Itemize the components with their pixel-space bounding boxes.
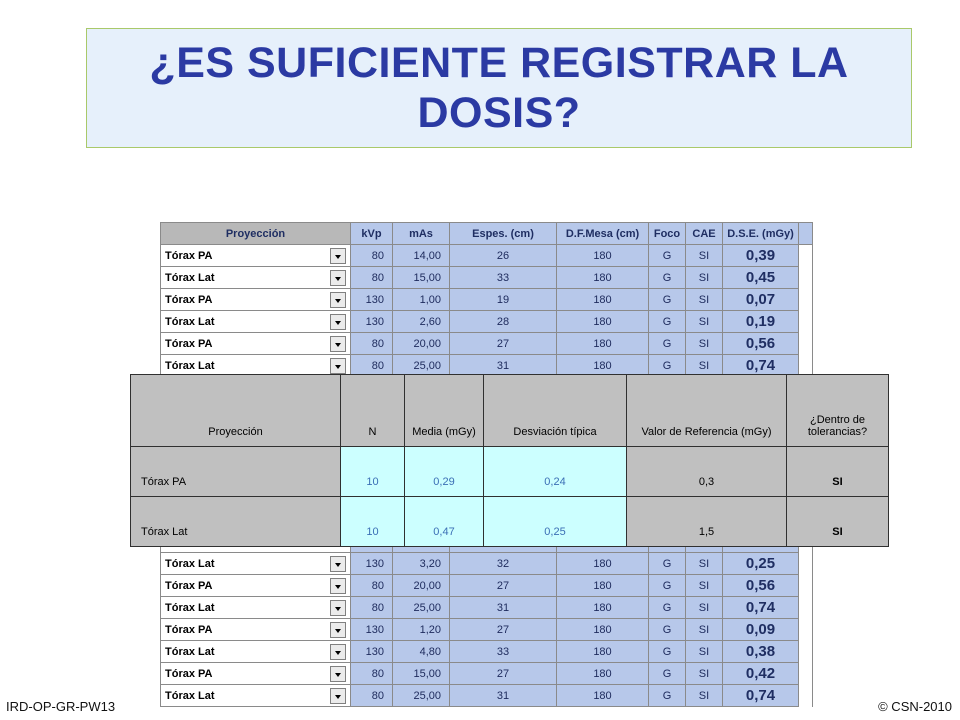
dropdown-cell[interactable] xyxy=(327,597,351,619)
sheet-edge xyxy=(799,575,813,597)
mas-cell[interactable]: 14,00 xyxy=(393,245,450,267)
sheet-edge xyxy=(799,311,813,333)
dose-cell: 0,42 xyxy=(723,663,799,685)
projection-cell[interactable]: Tórax Lat xyxy=(161,267,327,289)
kvp-cell[interactable]: 130 xyxy=(351,641,393,663)
summary-col-header: Media (mGy) xyxy=(405,375,484,447)
projection-cell[interactable]: Tórax Lat xyxy=(161,685,327,707)
distance-cell[interactable]: 180 xyxy=(557,685,649,707)
dose-cell: 0,19 xyxy=(723,311,799,333)
table-row xyxy=(161,619,813,641)
chevron-down-icon[interactable] xyxy=(330,248,346,264)
projection-cell[interactable]: Tórax PA xyxy=(161,245,327,267)
mas-cell[interactable]: 4,80 xyxy=(393,641,450,663)
chevron-down-icon[interactable] xyxy=(330,644,346,660)
table-row xyxy=(161,553,813,575)
dose-cell: 0,07 xyxy=(723,289,799,311)
distance-cell[interactable]: 180 xyxy=(557,575,649,597)
dose-cell: 0,74 xyxy=(723,355,799,377)
dropdown-cell[interactable] xyxy=(327,685,351,707)
focus-cell[interactable]: G xyxy=(649,685,686,707)
table-row xyxy=(161,641,813,663)
thickness-cell[interactable]: 27 xyxy=(450,575,557,597)
chevron-down-icon[interactable] xyxy=(330,292,346,308)
aec-cell[interactable]: SI xyxy=(686,597,723,619)
dose-cell: 0,45 xyxy=(723,267,799,289)
kvp-cell[interactable]: 80 xyxy=(351,333,393,355)
dropdown-cell[interactable] xyxy=(327,267,351,289)
mas-cell[interactable]: 15,00 xyxy=(393,267,450,289)
kvp-cell[interactable]: 80 xyxy=(351,597,393,619)
aec-cell[interactable]: SI xyxy=(686,619,723,641)
summary-n[interactable]: 10 xyxy=(341,497,405,547)
summary-stdev[interactable]: 0,25 xyxy=(484,497,627,547)
col-header: kVp xyxy=(351,223,393,245)
chevron-down-icon[interactable] xyxy=(330,622,346,638)
focus-cell[interactable]: G xyxy=(649,333,686,355)
kvp-cell[interactable]: 80 xyxy=(351,575,393,597)
kvp-cell[interactable]: 80 xyxy=(351,663,393,685)
distance-cell[interactable]: 180 xyxy=(557,267,649,289)
distance-cell[interactable]: 180 xyxy=(557,311,649,333)
thickness-cell[interactable]: 31 xyxy=(450,355,557,377)
distance-cell[interactable]: 180 xyxy=(557,245,649,267)
chevron-down-icon[interactable] xyxy=(330,600,346,616)
dropdown-cell[interactable] xyxy=(327,575,351,597)
thickness-cell[interactable]: 31 xyxy=(450,685,557,707)
col-header: mAs xyxy=(393,223,450,245)
col-header: CAE xyxy=(686,223,723,245)
page-title: ¿ES SUFICIENTE REGISTRAR LA DOSIS? xyxy=(149,39,849,137)
thickness-cell[interactable]: 31 xyxy=(450,597,557,619)
distance-cell[interactable]: 180 xyxy=(557,597,649,619)
dropdown-cell[interactable] xyxy=(327,663,351,685)
aec-cell[interactable]: SI xyxy=(686,641,723,663)
chevron-down-icon[interactable] xyxy=(330,688,346,704)
focus-cell[interactable]: G xyxy=(649,641,686,663)
chevron-down-icon[interactable] xyxy=(330,336,346,352)
dropdown-cell[interactable] xyxy=(327,311,351,333)
dose-cell: 0,39 xyxy=(723,245,799,267)
focus-cell[interactable]: G xyxy=(649,245,686,267)
chevron-down-icon[interactable] xyxy=(330,314,346,330)
projection-cell[interactable]: Tórax PA xyxy=(161,663,327,685)
summary-n[interactable]: 10 xyxy=(341,447,405,497)
focus-cell[interactable]: G xyxy=(649,597,686,619)
kvp-cell[interactable]: 130 xyxy=(351,553,393,575)
aec-cell[interactable]: SI xyxy=(686,575,723,597)
dropdown-cell[interactable] xyxy=(327,289,351,311)
projection-cell[interactable]: Tórax Lat xyxy=(161,355,327,377)
distance-cell[interactable]: 180 xyxy=(557,619,649,641)
sheet-edge xyxy=(799,663,813,685)
table-row xyxy=(161,685,813,707)
focus-cell[interactable]: G xyxy=(649,267,686,289)
focus-cell[interactable]: G xyxy=(649,289,686,311)
kvp-cell[interactable]: 80 xyxy=(351,245,393,267)
summary-tolerance: SI xyxy=(787,497,889,547)
dropdown-cell[interactable] xyxy=(327,619,351,641)
table-row xyxy=(161,289,813,311)
projection-cell[interactable]: Tórax PA xyxy=(161,575,327,597)
aec-cell[interactable]: SI xyxy=(686,355,723,377)
mas-cell[interactable]: 1,00 xyxy=(393,289,450,311)
summary-projection: Tórax PA xyxy=(131,447,341,497)
summary-tolerance: SI xyxy=(787,447,889,497)
mas-cell[interactable]: 20,00 xyxy=(393,575,450,597)
summary-mean[interactable]: 0,47 xyxy=(405,497,484,547)
table-row xyxy=(161,663,813,685)
dropdown-cell[interactable] xyxy=(327,641,351,663)
sheet-edge xyxy=(799,685,813,707)
thickness-cell[interactable]: 19 xyxy=(450,289,557,311)
summary-col-header: N xyxy=(341,375,405,447)
table-row xyxy=(161,245,813,267)
col-header: Espes. (cm) xyxy=(450,223,557,245)
table-row xyxy=(161,267,813,289)
chevron-down-icon[interactable] xyxy=(330,270,346,286)
aec-cell[interactable]: SI xyxy=(686,333,723,355)
sheet-edge xyxy=(799,289,813,311)
mas-cell[interactable]: 20,00 xyxy=(393,333,450,355)
dose-cell: 0,74 xyxy=(723,685,799,707)
dose-cell: 0,56 xyxy=(723,575,799,597)
footer-code: IRD-OP-GR-PW13 xyxy=(6,699,116,714)
focus-cell[interactable]: G xyxy=(649,619,686,641)
aec-cell[interactable]: SI xyxy=(686,663,723,685)
summary-stdev[interactable]: 0,24 xyxy=(484,447,627,497)
distance-cell[interactable]: 180 xyxy=(557,663,649,685)
thickness-cell[interactable]: 27 xyxy=(450,333,557,355)
aec-cell[interactable]: SI xyxy=(686,311,723,333)
chevron-down-icon[interactable] xyxy=(330,358,346,374)
summary-row xyxy=(131,497,889,547)
thickness-cell[interactable]: 26 xyxy=(450,245,557,267)
distance-cell[interactable]: 180 xyxy=(557,641,649,663)
projection-cell[interactable]: Tórax Lat xyxy=(161,641,327,663)
sheet-edge xyxy=(799,619,813,641)
summary-col-header: ¿Dentro de tolerancias? xyxy=(787,375,889,447)
table-row xyxy=(161,575,813,597)
col-header: Foco xyxy=(649,223,686,245)
chevron-down-icon[interactable] xyxy=(330,666,346,682)
thickness-cell[interactable]: 28 xyxy=(450,311,557,333)
sheet-edge xyxy=(799,333,813,355)
dose-cell: 0,38 xyxy=(723,641,799,663)
kvp-cell[interactable]: 130 xyxy=(351,289,393,311)
thickness-cell[interactable]: 33 xyxy=(450,267,557,289)
sheet-edge xyxy=(799,641,813,663)
col-header: Proyección xyxy=(161,223,351,245)
thickness-cell[interactable]: 27 xyxy=(450,663,557,685)
dose-cell: 0,56 xyxy=(723,333,799,355)
distance-cell[interactable]: 180 xyxy=(557,553,649,575)
projection-cell[interactable]: Tórax PA xyxy=(161,333,327,355)
dropdown-cell[interactable] xyxy=(327,553,351,575)
dropdown-cell[interactable] xyxy=(327,245,351,267)
footer-copyright: © CSN-2010 xyxy=(878,699,952,714)
chevron-down-icon[interactable] xyxy=(330,556,346,572)
kvp-cell[interactable]: 130 xyxy=(351,311,393,333)
summary-reference: 0,3 xyxy=(627,447,787,497)
thickness-cell[interactable]: 33 xyxy=(450,641,557,663)
sheet-edge xyxy=(799,553,813,575)
summary-mean[interactable]: 0,29 xyxy=(405,447,484,497)
col-header: D.S.E. (mGy) xyxy=(723,223,799,245)
aec-cell[interactable]: SI xyxy=(686,289,723,311)
summary-reference: 1,5 xyxy=(627,497,787,547)
distance-cell[interactable]: 180 xyxy=(557,333,649,355)
summary-col-header: Desviación típica xyxy=(484,375,627,447)
summary-row xyxy=(131,447,889,497)
mas-cell[interactable]: 25,00 xyxy=(393,597,450,619)
projection-cell[interactable]: Tórax PA xyxy=(161,289,327,311)
summary-table xyxy=(130,374,889,547)
dose-cell: 0,74 xyxy=(723,597,799,619)
mas-cell[interactable]: 15,00 xyxy=(393,663,450,685)
summary-col-header: Valor de Referencia (mGy) xyxy=(627,375,787,447)
sheet-edge xyxy=(799,223,813,245)
table-row xyxy=(161,311,813,333)
focus-cell[interactable]: G xyxy=(649,311,686,333)
table-row xyxy=(161,333,813,355)
summary-col-header: Proyección xyxy=(131,375,341,447)
aec-cell[interactable]: SI xyxy=(686,685,723,707)
mas-cell[interactable]: 2,60 xyxy=(393,311,450,333)
projection-cell[interactable]: Tórax Lat xyxy=(161,311,327,333)
focus-cell[interactable]: G xyxy=(649,663,686,685)
projection-cell[interactable]: Tórax PA xyxy=(161,619,327,641)
focus-cell[interactable]: G xyxy=(649,355,686,377)
focus-cell[interactable]: G xyxy=(649,575,686,597)
mas-cell[interactable]: 25,00 xyxy=(393,355,450,377)
dose-cell: 0,25 xyxy=(723,553,799,575)
kvp-cell[interactable]: 130 xyxy=(351,619,393,641)
sheet-edge xyxy=(799,597,813,619)
projection-cell[interactable]: Tórax Lat xyxy=(161,553,327,575)
aec-cell[interactable]: SI xyxy=(686,553,723,575)
kvp-cell[interactable]: 80 xyxy=(351,685,393,707)
kvp-cell[interactable]: 80 xyxy=(351,267,393,289)
title-box xyxy=(86,28,912,148)
table-row xyxy=(161,597,813,619)
col-header: D.F.Mesa (cm) xyxy=(557,223,649,245)
mas-cell[interactable]: 1,20 xyxy=(393,619,450,641)
sheet-edge xyxy=(799,245,813,267)
aec-cell[interactable]: SI xyxy=(686,267,723,289)
dose-cell: 0,09 xyxy=(723,619,799,641)
thickness-cell[interactable]: 32 xyxy=(450,553,557,575)
sheet-edge xyxy=(799,267,813,289)
aec-cell[interactable]: SI xyxy=(686,245,723,267)
projection-cell[interactable]: Tórax Lat xyxy=(161,597,327,619)
sheet-header-row xyxy=(161,223,813,245)
mas-cell[interactable]: 25,00 xyxy=(393,685,450,707)
focus-cell[interactable]: G xyxy=(649,553,686,575)
kvp-cell[interactable]: 80 xyxy=(351,355,393,377)
summary-header-row xyxy=(131,375,889,447)
summary-projection: Tórax Lat xyxy=(131,497,341,547)
chevron-down-icon[interactable] xyxy=(330,578,346,594)
distance-cell[interactable]: 180 xyxy=(557,289,649,311)
dropdown-cell[interactable] xyxy=(327,333,351,355)
thickness-cell[interactable]: 27 xyxy=(450,619,557,641)
distance-cell[interactable]: 180 xyxy=(557,355,649,377)
mas-cell[interactable]: 3,20 xyxy=(393,553,450,575)
